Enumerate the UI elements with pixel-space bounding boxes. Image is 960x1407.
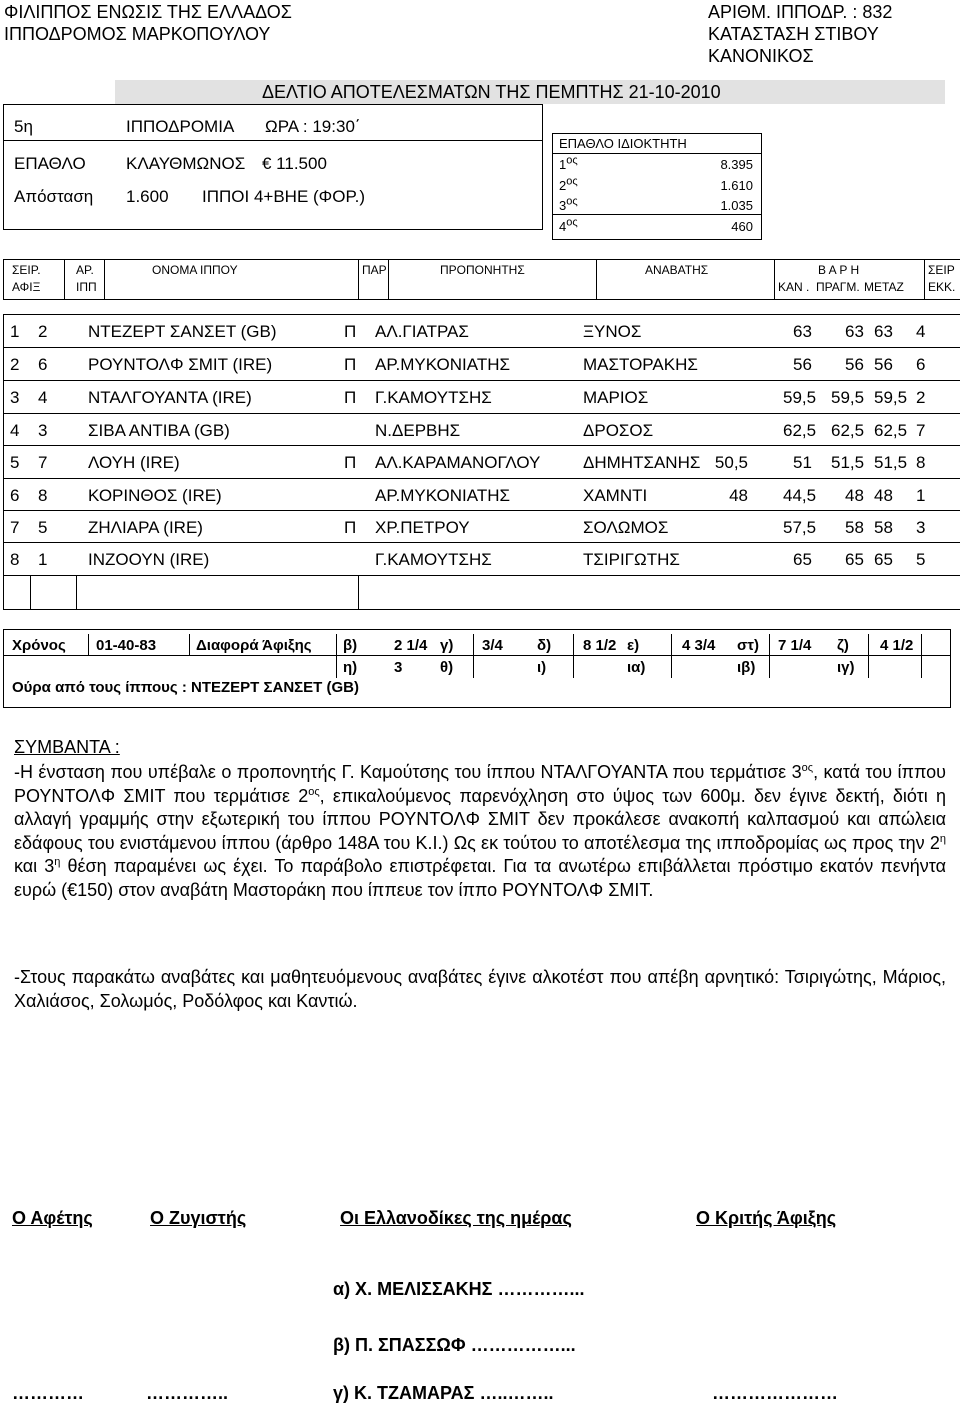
starter-dots: …………	[12, 1383, 84, 1403]
diff-value: 3/4	[482, 637, 503, 654]
events-heading: ΣΥΜΒΑΝΤΑ :	[14, 737, 120, 757]
result-par: Π	[344, 453, 357, 472]
result-weight-pragm: 59,5	[831, 388, 865, 407]
prize-amount-2: 1.610	[720, 178, 753, 193]
diff-value: 8 1/2	[583, 637, 617, 654]
events-paragraph-1: -Η ένσταση που υπέβαλε ο προπονητής Γ. Καμούτσης του ίππου ΝΤΑΛΓΟΥΑΝΤΑ που τερμάτισε $3^{o\varsigma}$, κατά του ίππου ΡΟΥΝΤΟΛΦ ΣΜΙΤ που τερμάτισε $2^{o\varsigma}$, επικαλούμενος παρενόχληση στο ύψος των 600μ. δεν έγινε δεκτή, διότι η αλλαγή γραμμής στην εξωτερική του ίππου ΡΟΥΝΤΟΛΦ ΣΜΙΤ δεν προκάλεσε ανακοπή καλπασμού και απώλεια εδάφους του ενιστάμενου ίππου (άρθρο 148Α του Κ.Ι.) Ως εκ τούτου το αποτέλεσμα της ιπποδρομίας ως προς την $2^\eta$ και $3^\eta$ θέση παραμένει ως έχει. Το παράβολο επιστρέφεται. Για τα ανωτέρω επιβάλλεται πρόστιμο εκατόν πενήντα ευρώ (€150) στον αναβάτη Μαστοράκη που ίππευε τον ίππο ΡΟΥΝΤΟΛΦ ΣΜΙΤ.	[14, 762, 947, 900]
prize-label: ΕΠΑΘΛΟ	[14, 154, 86, 173]
org-name: ΦΙΛΙΠΠΟΣ ΕΝΩΣΙΣ ΤΗΣ ΕΛΛΑΔΟΣ	[4, 2, 292, 22]
result-position: 2	[10, 355, 20, 374]
result-horse-number: 2	[38, 322, 48, 341]
result-weight-metaz: 48	[874, 486, 893, 505]
result-draw: 2	[916, 388, 926, 407]
result-horse-name: ΚΟΡΙΝΘΟΣ (IRE)	[88, 486, 222, 505]
result-trainer: Γ.ΚΑΜΟΥΤΣΗΣ	[375, 388, 492, 407]
diff-key: β)	[343, 637, 358, 654]
result-jockey: ΧΑΜΝΤΙ	[583, 486, 648, 505]
table-row	[0, 355, 960, 375]
diff-key: γ)	[440, 637, 454, 654]
result-position: 8	[10, 550, 20, 569]
diff-value: 3	[394, 659, 403, 676]
time-label: Χρόνος	[12, 637, 66, 654]
col-weights: Β Α Ρ Η	[818, 263, 860, 277]
result-par: Π	[344, 322, 357, 341]
race-number: ΑΡΙΘΜ. ΙΠΠΟΔΡ. : 832	[708, 2, 893, 22]
bulletin-title: ΔΕΛΤΙΟ ΑΠΟΤΕΛΕΣΜΑΤΩΝ ΤΗΣ ΠΕΜΠΤΗΣ 21-10-2010	[262, 82, 721, 102]
result-horse-number: 8	[38, 486, 48, 505]
diff-value: 2 1/4	[394, 637, 428, 654]
result-weight-metaz: 65	[874, 550, 893, 569]
table-row	[0, 388, 960, 408]
result-trainer: ΧΡ.ΠΕΤΡΟΥ	[375, 518, 470, 537]
col-draw: ΣΕΙΡ	[928, 263, 955, 277]
result-weight-pragm: 51,5	[831, 453, 865, 472]
result-draw: 8	[916, 453, 926, 472]
result-weight-kan: 65	[793, 550, 812, 569]
race-time: ΩΡΑ : 19:30΄	[265, 117, 361, 136]
result-jockey: ΔΗΜΗΤΣΑΝΗΣ	[583, 453, 701, 472]
col-draw-2: ΕΚΚ.	[928, 280, 956, 294]
result-jockey: ΜΑΣΤΟΡΑΚΗΣ	[583, 355, 698, 374]
col-weight-metaz: ΜΕΤΑΖ	[864, 280, 904, 294]
result-weight-metaz: 56	[874, 355, 893, 374]
prize-name: ΚΛΑΥΘΜΩΝΟΣ	[126, 154, 246, 173]
result-draw: 6	[916, 355, 926, 374]
result-trainer: ΑΡ.ΜΥΚΟΝΙΑΤΗΣ	[375, 486, 511, 505]
result-horse-number: 4	[38, 388, 48, 407]
diff-key: στ)	[737, 637, 759, 654]
result-horse-number: 1	[38, 550, 48, 569]
result-horse-name: ΣΙΒΑ ΑΝΤΙΒΑ (GB)	[88, 421, 230, 440]
prize-place: $4^{o\varsigma}$	[559, 216, 578, 234]
result-trainer: ΑΛ.ΓΙΑΤΡΑΣ	[375, 322, 469, 341]
result-position: 7	[10, 518, 20, 537]
diff-key: δ)	[537, 637, 552, 654]
result-position: 5	[10, 453, 20, 472]
prize-place: $2^{o\varsigma}$	[559, 175, 578, 193]
stewards-signature: Οι Ελλανοδίκες της ημέρας	[340, 1208, 572, 1228]
diff-key: ια)	[627, 659, 646, 676]
result-draw: 7	[916, 421, 926, 440]
result-position: 3	[10, 388, 20, 407]
result-horse-name: ΝΤΑΛΓΟΥΑΝΤΑ (IRE)	[88, 388, 252, 407]
col-finish-2: ΑΦΙΞ	[12, 280, 41, 294]
diff-key: ζ)	[837, 637, 849, 654]
result-weight-kan: 56	[793, 355, 812, 374]
col-finish: ΣΕΙΡ.	[12, 263, 41, 277]
result-horse-name: ΡΟΥΝΤΟΛΦ ΣΜΙΤ (IRE)	[88, 355, 273, 374]
steward-b: β) Π. ΣΠΑΣΣΩΦ ……………...	[333, 1335, 576, 1355]
result-position: 6	[10, 486, 20, 505]
result-trainer: ΑΛ.ΚΑΡΑΜΑΝΟΓΛΟΥ	[375, 453, 541, 472]
prize-amount-3: 1.035	[720, 198, 753, 213]
result-weight-pragm: 62,5	[831, 421, 865, 440]
col-number: ΑΡ.	[76, 263, 94, 277]
result-par: Π	[344, 388, 357, 407]
col-weight-pragm: ΠΡΑΓΜ.	[816, 280, 860, 294]
result-weight-metaz: 51,5	[874, 453, 908, 472]
result-weight-extra: 48	[729, 486, 748, 505]
diff-key: ε)	[627, 637, 640, 654]
result-weight-pragm: 58	[845, 518, 864, 537]
distance-value: 1.600	[126, 187, 169, 206]
col-number-2: ΙΠΠ	[76, 280, 97, 294]
result-weight-metaz: 63	[874, 322, 893, 341]
result-weight-metaz: 62,5	[874, 421, 908, 440]
result-horse-number: 3	[38, 421, 48, 440]
result-weight-pragm: 56	[845, 355, 864, 374]
judge-signature: Ο Κριτής Άφιξης	[696, 1208, 837, 1228]
track-status-value: ΚΑΝΟΝΙΚΟΣ	[708, 46, 814, 66]
result-weight-extra: 50,5	[714, 453, 748, 472]
table-row	[0, 486, 960, 506]
horses-info: ΙΠΠΟΙ 4+ΒΗΕ (ΦΟΡ.)	[202, 187, 366, 206]
result-jockey: ΤΣΙΡΙΓΩΤΗΣ	[583, 550, 680, 569]
prize-place: $3^{o\varsigma}$	[559, 195, 578, 213]
result-weight-kan: 44,5	[783, 486, 817, 505]
table-row	[0, 421, 960, 441]
prize-amount: € 11.500	[262, 154, 327, 173]
result-horse-name: ΛΟΥΗ (IRE)	[88, 453, 180, 472]
result-jockey: ΜΑΡΙΟΣ	[583, 388, 649, 407]
race-type: ΙΠΠΟΔΡΟΜΙΑ	[126, 117, 235, 136]
result-weight-metaz: 58	[874, 518, 893, 537]
race-label: 5η	[14, 117, 33, 136]
result-draw: 5	[916, 550, 926, 569]
result-weight-kan: 62,5	[783, 421, 817, 440]
table-row	[0, 322, 960, 342]
result-trainer: Γ.ΚΑΜΟΥΤΣΗΣ	[375, 550, 492, 569]
judge-dots: …………………	[712, 1383, 838, 1403]
result-horse-name: ΙΝΖΟΟΥΝ (IRE)	[88, 550, 210, 569]
diff-key: θ)	[440, 659, 454, 676]
result-par: Π	[344, 518, 357, 537]
distance-label: Απόσταση	[14, 187, 94, 206]
table-row	[0, 550, 960, 570]
result-horse-number: 6	[38, 355, 48, 374]
table-row	[0, 453, 960, 473]
col-weight-kan: ΚΑΝ .	[778, 280, 810, 294]
result-weight-pragm: 63	[845, 322, 864, 341]
table-row	[0, 518, 960, 538]
track-status-label: ΚΑΤΑΣΤΑΣΗ ΣΤΙΒΟΥ	[708, 24, 879, 44]
result-position: 4	[10, 421, 20, 440]
starter-signature: Ο Αφέτης	[12, 1208, 93, 1228]
result-weight-kan: 57,5	[783, 518, 817, 537]
result-jockey: ΣΟΛΩΜΟΣ	[583, 518, 669, 537]
result-weight-kan: 63	[793, 322, 812, 341]
weigher-signature: Ο Ζυγιστής	[150, 1208, 247, 1228]
weigher-dots: …………..	[146, 1383, 229, 1403]
steward-a: α) Χ. ΜΕΛΙΣΣΑΚΗΣ …………...	[333, 1279, 585, 1299]
col-trainer: ΠΡΟΠΟΝΗΤΗΣ	[440, 263, 525, 277]
result-trainer: Ν.ΔΕΡΒΗΣ	[375, 421, 461, 440]
time-value: 01-40-83	[96, 637, 157, 654]
result-horse-name: ΝΤΕΖΕΡΤ ΣΑΝΣΕΤ (GB)	[88, 322, 277, 341]
prize-amount-1: 8.395	[720, 157, 753, 172]
diff-value: 4 3/4	[682, 637, 716, 654]
diff-label: Διαφορά Άφιξης	[196, 637, 312, 654]
owner-prize-title: ΕΠΑΘΛΟ ΙΔΙΟΚΤΗΤΗ	[559, 136, 687, 151]
result-weight-kan: 51	[793, 453, 812, 472]
result-horse-number: 5	[38, 518, 48, 537]
col-name: ΟΝΟΜΑ ΙΠΠΟΥ	[152, 263, 238, 277]
result-par: Π	[344, 355, 357, 374]
result-trainer: ΑΡ.ΜΥΚΟΝΙΑΤΗΣ	[375, 355, 511, 374]
result-weight-pragm: 48	[845, 486, 864, 505]
result-weight-pragm: 65	[845, 550, 864, 569]
diff-key: η)	[343, 659, 358, 676]
diff-key: ιβ)	[737, 659, 756, 676]
prize-place: $1^{o\varsigma}$	[559, 154, 578, 172]
result-weight-kan: 59,5	[783, 388, 817, 407]
steward-c: γ) Κ. ΤΖΑΜΑΡΑΣ …..……..	[333, 1383, 554, 1403]
prize-amount-4: 460	[731, 219, 753, 234]
diff-key: ιγ)	[837, 659, 855, 676]
tail-horses: Ούρα από τους ίππους : ΝΤΕΖΕΡΤ ΣΑΝΣΕΤ (GB)	[12, 679, 359, 696]
result-horse-number: 7	[38, 453, 48, 472]
result-horse-name: ΖΗΛΙΑΡΑ (IRE)	[88, 518, 203, 537]
diff-value: 7 1/4	[778, 637, 812, 654]
result-weight-metaz: 59,5	[874, 388, 908, 407]
result-draw: 3	[916, 518, 926, 537]
diff-value: 4 1/2	[880, 637, 914, 654]
result-draw: 4	[916, 322, 926, 341]
col-jockey: ΑΝΑΒΑΤΗΣ	[645, 263, 709, 277]
result-draw: 1	[916, 486, 926, 505]
diff-key: ι)	[537, 659, 547, 676]
result-jockey: ΔΡΟΣΟΣ	[583, 421, 654, 440]
result-jockey: ΞΥΝΟΣ	[583, 322, 642, 341]
col-par: ΠΑΡ	[362, 263, 387, 277]
events-paragraph-2: -Στους παρακάτω αναβάτες και μαθητευόμενους αναβάτες έγινε αλκοτέστ που απέβη αρνητικό: Τσιριγώτης, Μάριος, Χαλιάσος, Σολωμός, Ροδόλφος και Καντιώ.	[14, 967, 946, 1011]
result-position: 1	[10, 322, 20, 341]
racecourse-name: ΙΠΠΟΔΡΟΜΟΣ ΜΑΡΚΟΠΟΥΛΟΥ	[4, 24, 271, 44]
